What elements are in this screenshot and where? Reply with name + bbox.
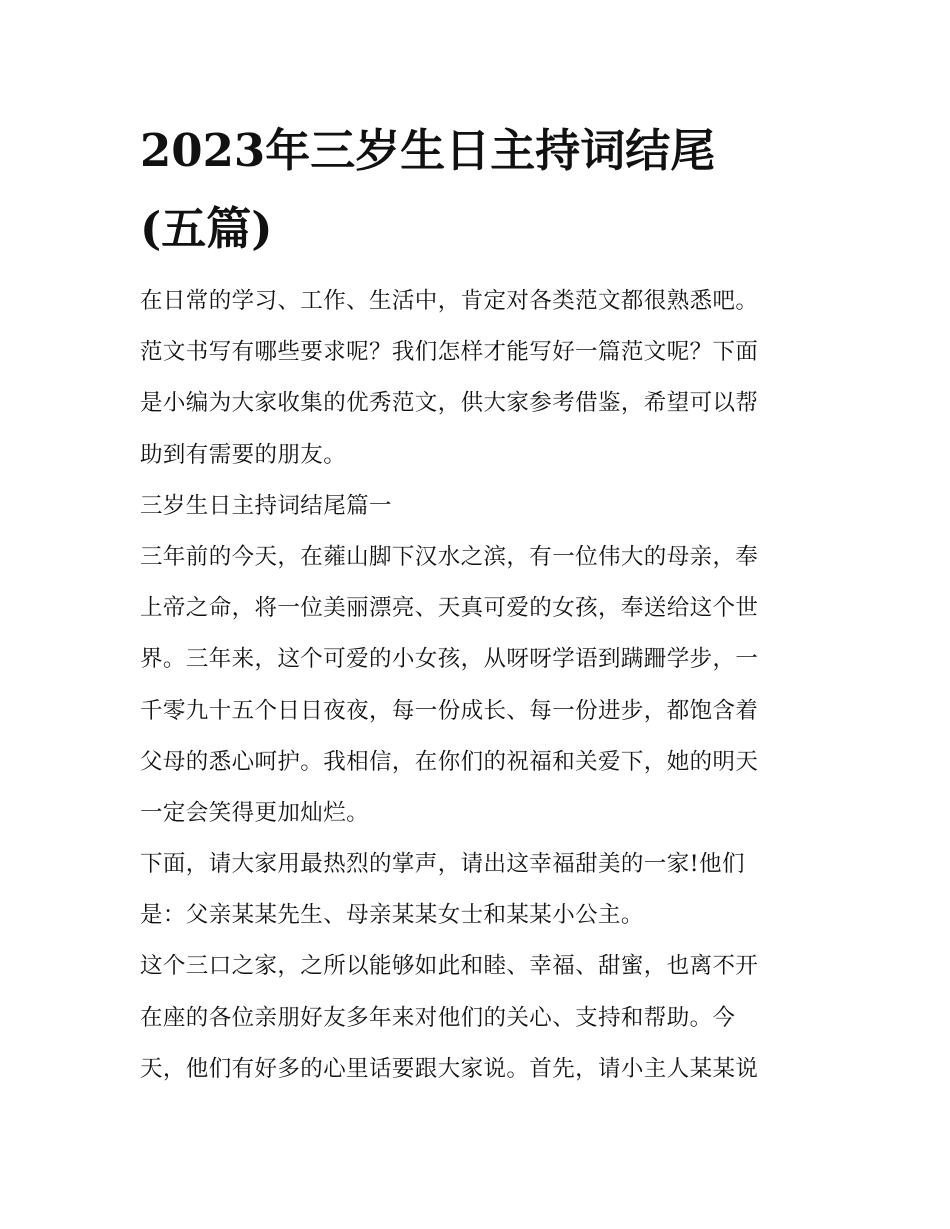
text-line: 这个三口之家，之所以能够如此和睦、幸福、甜蜜，也离不开 xyxy=(140,953,759,980)
text-line: 在日常的学习、工作、生活中，肯定对各类范文都很熟悉吧。 xyxy=(140,288,759,314)
text-line: 天，他们有好多的心里话要跟大家说。首先，请小主人某某说 xyxy=(140,1055,759,1082)
text-line: 上帝之命，将一位美丽漂亮、天真可爱的女孩，奉送给这个世 xyxy=(140,595,759,622)
text-line: 一定会笑得更加灿烂。 xyxy=(140,799,370,826)
text-line: 助到有需要的朋友。 xyxy=(140,441,347,468)
text-line: 千零九十五个日日夜夜，每一份成长、每一份进步，都饱含着 xyxy=(140,697,759,724)
text-line: 界。三年来，这个可爱的小女孩，从呀呀学语到蹒跚学步，一 xyxy=(140,646,759,673)
text-line: 是：父亲某某先生、母亲某某女士和某某小公主。 xyxy=(140,902,644,929)
section-heading: 三岁生日主持词结尾篇一 xyxy=(140,492,392,519)
text-line: 在座的各位亲朋好友多年来对他们的关心、支持和帮助。今 xyxy=(140,1004,736,1031)
document-title xyxy=(140,112,820,268)
title-line-2: (五篇) xyxy=(140,202,273,255)
document-body xyxy=(140,276,820,1095)
text-line: 下面，请大家用最热烈的掌声，请出这幸福甜美的一家!他们 xyxy=(140,851,745,878)
text-line: 是小编为大家收集的优秀范文，供大家参考借鉴，希望可以帮 xyxy=(140,390,759,417)
text-line: 父母的悉心呵护。我相信，在你们的祝福和关爱下，她的明天 xyxy=(140,748,759,775)
text-line: 范文书写有哪些要求呢？我们怎样才能写好一篇范文呢？下面 xyxy=(140,339,759,366)
title-line-1: 2023年三岁生日主持词结尾 xyxy=(140,124,716,177)
text-line: 三年前的今天，在蕹山脚下汉水之滨，有一位伟大的母亲，奉 xyxy=(140,543,759,570)
